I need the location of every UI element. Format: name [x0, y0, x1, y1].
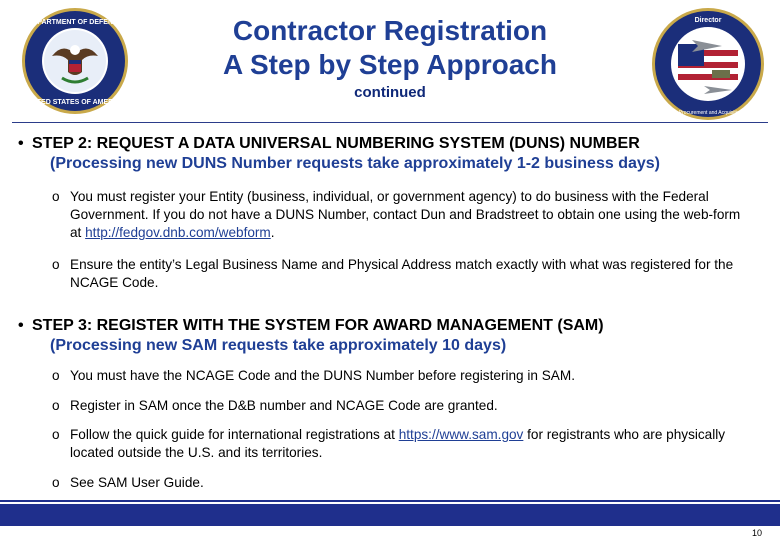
step-2-item-1: [52, 188, 752, 242]
step-3-bullet: •: [18, 317, 24, 334]
step-2-bullet: •: [18, 135, 24, 152]
step-3-item-2: [52, 397, 752, 415]
step-3-item-4-text: See SAM User Guide.: [70, 475, 204, 490]
left-seal-bottom-text: UNITED STATES OF AMERICA: [24, 99, 126, 106]
step-3-item-3-text: Follow the quick guide for international registrations at: [70, 427, 399, 442]
step-3-item-1: [52, 367, 752, 385]
step-3-item-1-text: You must have the NCAGE Code and the DUNS Number before registering in SAM.: [70, 368, 575, 383]
dod-seal-icon: [16, 6, 134, 116]
sub-bullet: o: [52, 368, 60, 383]
step-2-item-1-end: .: [270, 225, 275, 240]
step-3-subheading: (Processing new SAM requests take approximately 10 days): [50, 337, 507, 354]
step-3-item-2-text: Register in SAM once the D&B number and NCAGE Code are granted.: [70, 398, 498, 413]
footer-bar: [0, 504, 780, 526]
step-2-item-2-text: Ensure the entity’s Legal Business Name and Physical Address match exactly with what was registered for the NCAGE Code.: [70, 257, 734, 290]
step-2-subheading: (Processing new DUNS Number requests take approximately 1-2 business days): [50, 155, 660, 172]
sub-bullet: o: [52, 257, 60, 272]
left-seal-top-text: DEPARTMENT OF DEFENSE: [27, 19, 123, 26]
right-seal-top-text: Director: [694, 17, 722, 24]
title-line-1: Contractor Registration: [232, 15, 548, 46]
step-2-item-2: [52, 256, 752, 292]
title-line-2: A Step by Step Approach: [223, 49, 557, 80]
subtitle: continued: [354, 84, 426, 101]
sub-bullet: o: [52, 189, 60, 204]
step-3-item-3: [52, 426, 752, 462]
step-2-item-1-text: You must register your Entity (business, individual, or government agency) to do business with the Federal Government. If you do not have a DUNS Number, contact Dun and Bradstreet to obtain one using the web-form at: [70, 189, 741, 240]
dpap-seal-icon: [648, 6, 768, 122]
footer-line: [0, 500, 780, 502]
step-2-heading: STEP 2: REQUEST A DATA UNIVERSAL NUMBERING SYSTEM (DUNS) NUMBER: [32, 135, 640, 152]
step-3: [18, 316, 762, 356]
step-2: [18, 134, 762, 174]
step-3-item-3-end: for registrants who are physically located outside the U.S. and its territories.: [70, 427, 726, 460]
sam-gov-link[interactable]: https://www.sam.gov: [398, 427, 524, 442]
sub-bullet: o: [52, 427, 60, 442]
sub-bullet: o: [52, 398, 60, 413]
right-seal-bottom-text: Defense Procurement and Acquisition Policy: [658, 110, 758, 116]
step-3-heading: STEP 3: REGISTER WITH THE SYSTEM FOR AWARD MANAGEMENT (SAM): [32, 317, 604, 334]
sub-bullet: o: [52, 475, 60, 490]
step-3-item-4: [52, 474, 752, 492]
page-number: 10: [751, 528, 762, 538]
header-divider: [12, 122, 768, 123]
dnb-webform-link[interactable]: http://fedgov.dnb.com/webform: [85, 225, 271, 240]
